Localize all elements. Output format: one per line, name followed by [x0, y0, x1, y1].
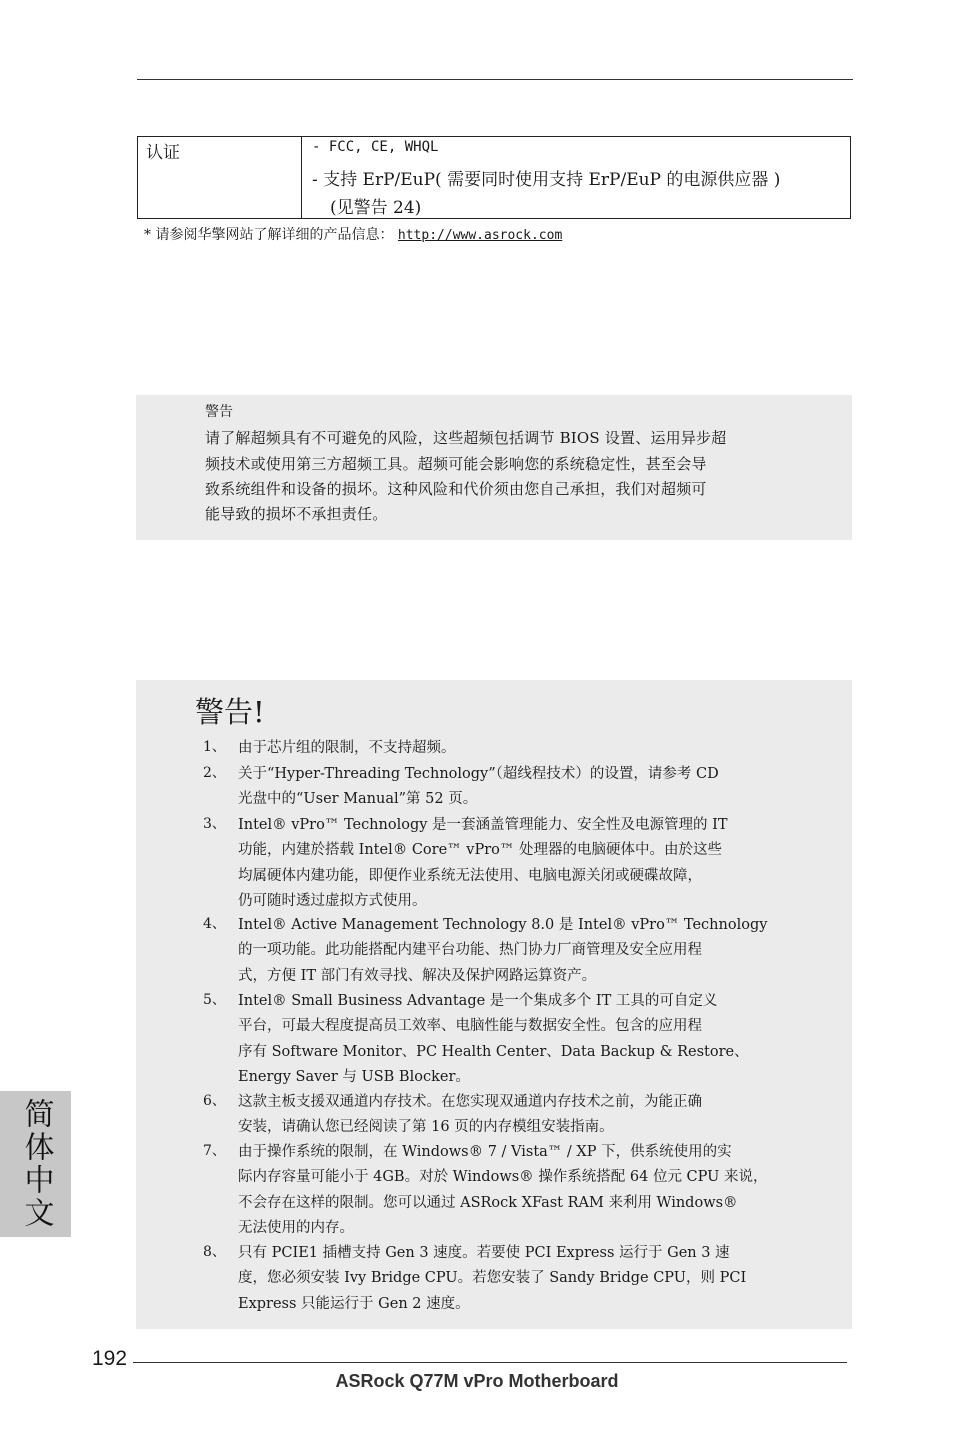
list-item-line: 这款主板支援双通道内存技术。在您实现双通道内存技术之前，为能正确 — [238, 1094, 702, 1110]
list-item-number: 2、 — [203, 765, 226, 781]
list-item-line: Intel® Active Management Technology 8.0 是 Intel® vPro™ Technology — [238, 917, 768, 933]
asrock-website-link[interactable]: http://www.asrock.com — [397, 228, 563, 243]
list-item-line: 度，您必须安装 Ivy Bridge CPU。若您安装了 Sandy Bridge CPU，则 PCI — [238, 1270, 747, 1287]
list-item-number: 5、 — [203, 992, 226, 1008]
list-item-number: 6、 — [203, 1093, 226, 1109]
list-item-line: Express 只能运行于 Gen 2 速度。 — [238, 1295, 470, 1312]
list-item-line: 由于芯片组的限制，不支持超频。 — [238, 740, 456, 756]
list-item-line: Energy Saver 与 USB Blocker。 — [238, 1068, 470, 1085]
list-item-line: 由于操作系统的限制，在 Windows® 7 / Vista™ / XP 下，供系统使用的实 — [238, 1144, 732, 1160]
list-item-number: 8、 — [203, 1244, 226, 1260]
list-item-line: 式，方便 IT 部门有效寻找、解决及保护网路运算资产。 — [238, 967, 597, 984]
warning-title: 警告 — [205, 404, 233, 420]
language-label: 简体中文 — [18, 1098, 54, 1230]
certification-line: (见警告 24) — [330, 198, 422, 218]
list-item-line: 只有 PCIE1 插槽支持 Gen 3 速度。若要使 PCI Express 运行于 Gen 3 速 — [238, 1245, 730, 1261]
certification-label: 认证 — [146, 143, 180, 163]
list-item-line: 不会存在这样的限制。您可以通过 ASRock XFast RAM 来利用 Windows® — [238, 1194, 738, 1211]
list-item-number: 4、 — [203, 916, 226, 932]
warning-notes-box — [136, 680, 852, 1329]
list-item-line: Intel® Small Business Advantage 是一个集成多个 IT 工具的可自定义 — [238, 993, 718, 1009]
list-item-line: 平台，可最大程度提高员工效率、电脑性能与数据安全性。包含的应用程 — [238, 1018, 702, 1035]
language-side-tab — [0, 1091, 71, 1237]
warning-line: 请了解超频具有不可避免的风险，这些超频包括调节 BIOS 设置、运用异步超 — [205, 429, 727, 447]
list-item-number: 3、 — [203, 816, 226, 832]
certification-line: - 支持 ErP/EuP( 需要同时使用支持 ErP/EuP 的电源供应器 ) — [312, 170, 781, 190]
footnote — [144, 224, 562, 244]
list-item-line: 关于“Hyper-Threading Technology”（超线程技术）的设置，请参考 CD — [238, 766, 719, 782]
warning-line: 致系统组件和设备的损坏。这种风险和代价须由您自己承担，我们对超频可 — [205, 480, 707, 498]
list-item-line: 仍可随时透过虚拟方式使用。 — [238, 892, 427, 909]
footer-title: ASRock Q77M vPro Motherboard — [335, 1371, 619, 1391]
table-column-divider — [301, 137, 302, 218]
list-item-line: 功能，内建於搭载 Intel® Core™ vPro™ 处理器的电脑硬体中。由於这些 — [238, 842, 722, 859]
list-item-line: 际内存容量可能小于 4GB。对於 Windows® 操作系统搭配 64 位元 CPU 来说， — [238, 1169, 768, 1186]
list-item-line: 无法使用的内存。 — [238, 1219, 354, 1236]
footnote-text: * 请参阅华擎网站了解详细的产品信息： — [144, 227, 394, 243]
list-item-number: 1、 — [203, 739, 226, 755]
list-item-line: 安装，请确认您已经阅读了第 16 页的内存模组安装指南。 — [238, 1119, 614, 1136]
warning-line: 能导致的损坏不承担责任。 — [205, 505, 388, 523]
list-item-line: 光盘中的“User Manual”第 52 页。 — [238, 791, 478, 808]
warning-line: 频技术或使用第三方超频工具。超频可能会影响您的系统稳定性，甚至会导 — [205, 455, 707, 473]
bottom-rule — [133, 1362, 847, 1363]
list-item-line: 的一项功能。此功能搭配内建平台功能、热门协力厂商管理及安全应用程 — [238, 942, 702, 959]
warning-notes-title: 警告! — [195, 695, 265, 729]
list-item-line: 均属硬体内建功能，即便作业系统无法使用、电脑电源关闭或硬碟故障， — [238, 867, 702, 884]
list-item-line: 序有 Software Monitor、PC Health Center、Data Backup & Restore、 — [238, 1043, 749, 1060]
certification-table — [137, 136, 851, 219]
certification-line: - FCC, CE, WHQL — [312, 139, 439, 155]
top-rule — [137, 79, 853, 80]
list-item-line: Intel® vPro™ Technology 是一套涵盖管理能力、安全性及电源管理的 IT — [238, 817, 728, 833]
overclocking-warning-box — [136, 395, 852, 540]
list-item-number: 7、 — [203, 1143, 226, 1159]
page-number: 192 — [92, 1347, 128, 1370]
